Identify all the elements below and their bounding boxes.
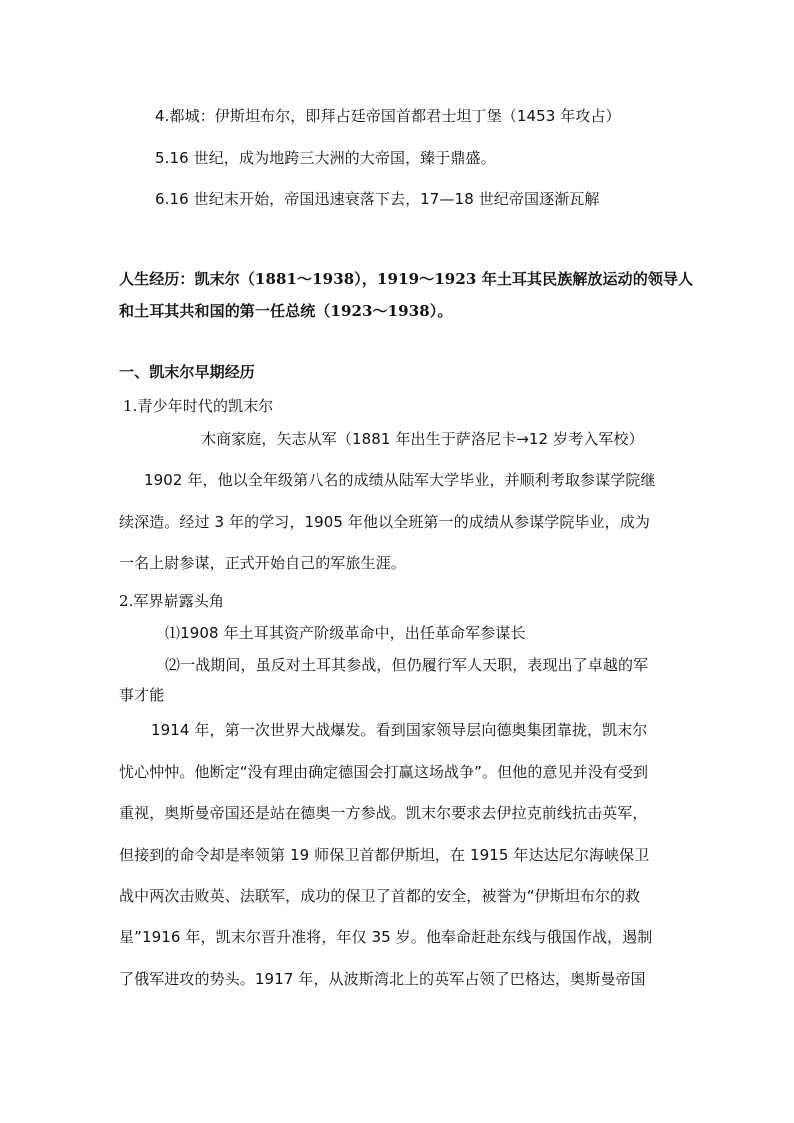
subsection-2-point-2-line-2: 事才能 xyxy=(119,686,165,704)
paragraph-2-line-4: 但接到的命令却是率领第 19 师保卫首都伊斯坦，在 1915 年达达尼尔海峡保卫 xyxy=(119,846,650,864)
paragraph-1-line-2: 续深造。经过 3 年的学习，1905 年他以全班第一的成绩从参谋学院毕业，成为 xyxy=(119,513,650,531)
section-1-title: 一、凯末尔早期经历 xyxy=(119,363,255,381)
life-heading-line-1: 人生经历：凯末尔（1881～1938），1919～1923 年土耳其民族解放运动的领导人 xyxy=(119,270,694,288)
subsection-2-title: 2.军界崭露头角 xyxy=(119,592,225,610)
subsection-1-title: 1.青少年时代的凯末尔 xyxy=(123,397,274,415)
subsection-1-summary: 木商家庭，矢志从军（1881 年出生于萨洛尼卡→12 岁考入军校） xyxy=(201,430,644,448)
paragraph-2-line-6: 星”1916 年，凯末尔晋升准将，年仅 35 岁。他奉命赶赴东线与俄国作战，遏制 xyxy=(119,928,653,946)
paragraph-2-line-5: 战中两次击败英、法联军，成功的保卫了首都的安全，被誉为“伊斯坦布尔的救 xyxy=(119,887,641,905)
paragraph-2-line-1: 1914 年，第一次世界大战爆发。看到国家领导层向德奥集团靠拢，凯末尔 xyxy=(151,721,648,739)
list-item-6: 6.16 世纪末开始，帝国迅速衰落下去，17—18 世纪帝国逐渐瓦解 xyxy=(155,190,600,208)
subsection-2-point-2-line-1: ⑵一战期间，虽反对土耳其参战，但仍履行军人天职，表现出了卓越的军 xyxy=(165,656,649,674)
paragraph-1-line-1: 1902 年，他以全年级第八名的成绩从陆军大学毕业，并顺利考取参谋学院继 xyxy=(144,471,656,489)
list-item-4: 4.都城：伊斯坦布尔，即拜占廷帝国首都君士坦丁堡（1453 年攻占） xyxy=(155,107,621,125)
paragraph-2-line-7: 了俄军进攻的势头。1917 年，从波斯湾北上的英军占领了巴格达，奥斯曼帝国 xyxy=(119,970,646,988)
paragraph-2-line-2: 忧心忡忡。他断定“没有理由确定德国会打赢这场战争”。但他的意见并没有受到 xyxy=(119,763,649,781)
paragraph-2-line-3: 重视，奥斯曼帝国还是站在德奥一方参战。凯末尔要求去伊拉克前线抗击英军， xyxy=(119,804,648,822)
list-item-5: 5.16 世纪，成为地跨三大洲的大帝国，臻于鼎盛。 xyxy=(155,149,496,167)
subsection-2-point-1: ⑴1908 年土耳其资产阶级革命中，出任革命军参谋长 xyxy=(165,624,526,642)
life-heading-line-2: 和土耳其共和国的第一任总统（1923～1938）。 xyxy=(119,302,453,320)
paragraph-1-line-3: 一名上尉参谋，正式开始自己的军旅生涯。 xyxy=(119,554,406,572)
